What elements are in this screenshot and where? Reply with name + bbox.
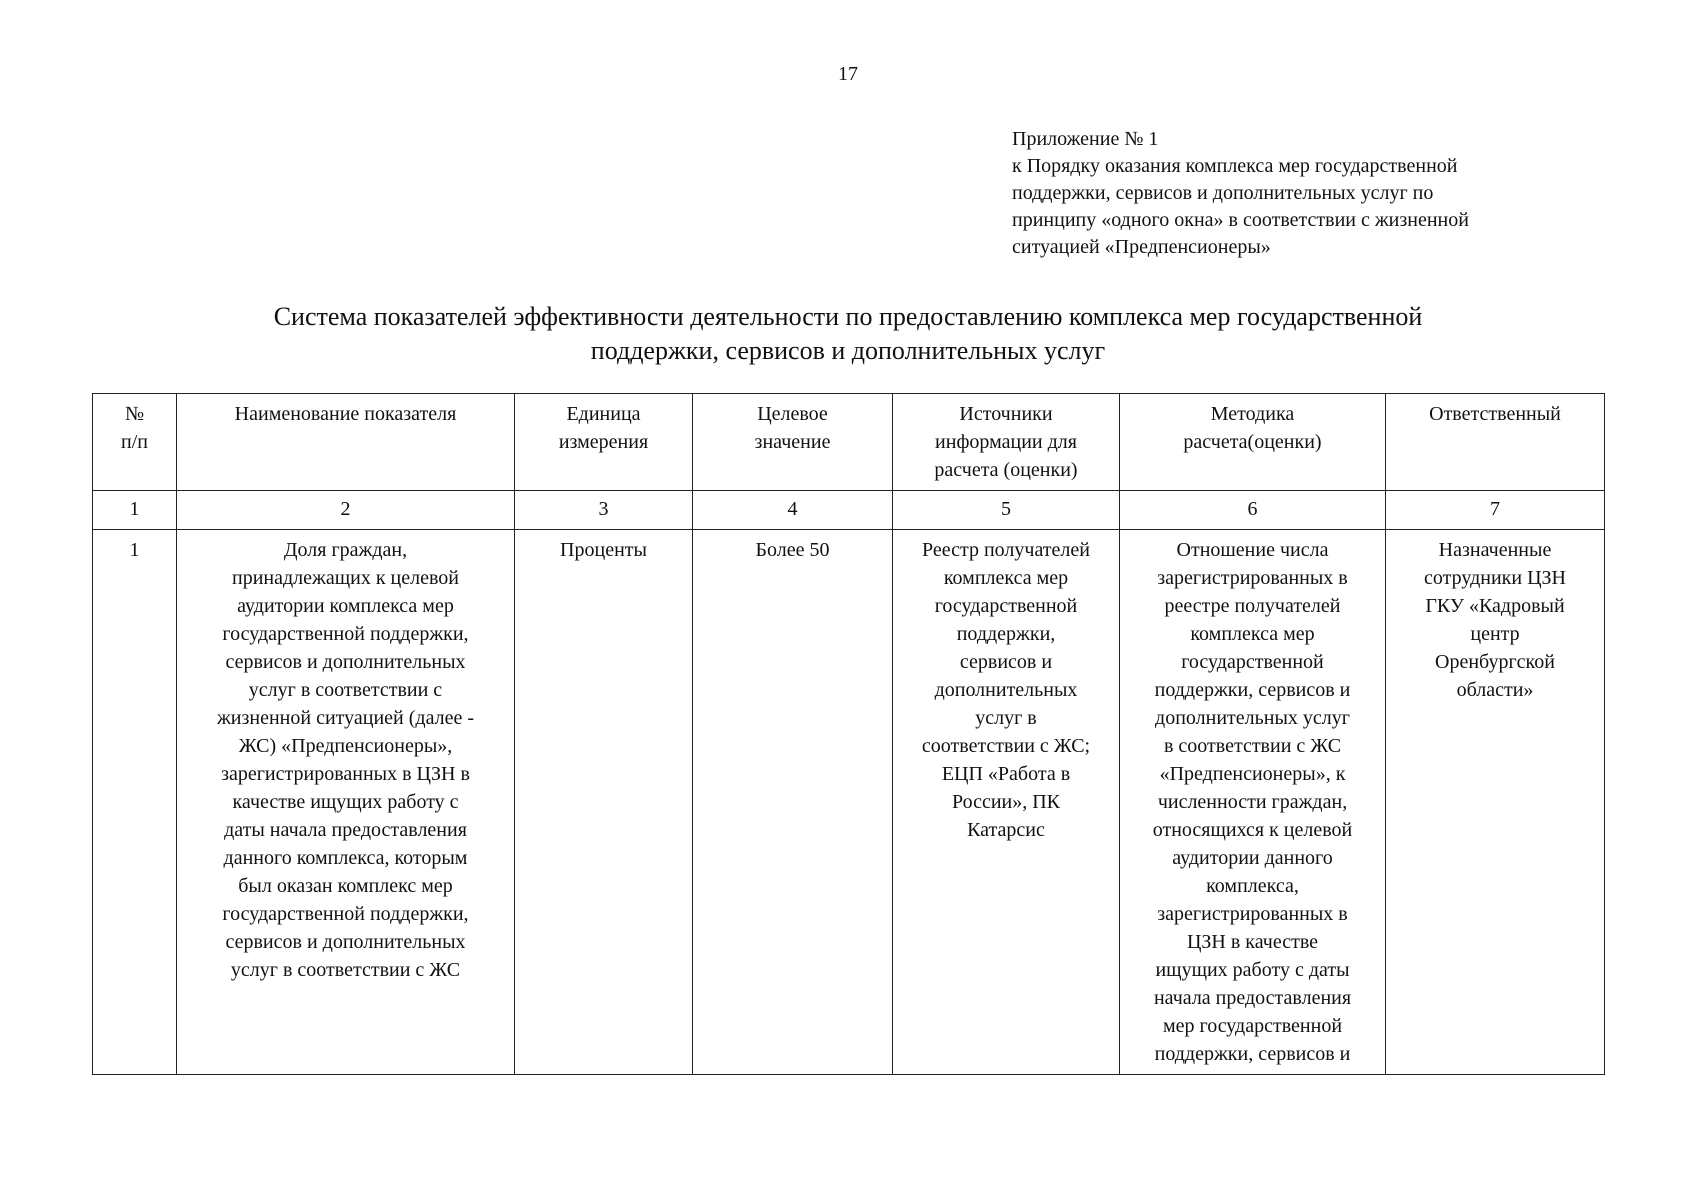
cell-unit <box>515 530 693 1075</box>
appendix-line: Приложение № 1 <box>1012 128 1159 150</box>
cell-line: Катарсис <box>967 819 1045 841</box>
cell-responsible <box>1386 530 1605 1075</box>
header-line: Источники <box>959 403 1053 425</box>
column-number-cell: 1 <box>93 491 177 530</box>
cell-line: ЦЗН в качестве <box>1186 931 1319 953</box>
cell-line: Оренбургской <box>1435 651 1555 673</box>
cell-line: даты начала предоставления <box>224 819 467 841</box>
table-row <box>93 530 1605 1075</box>
cell-line: Доля граждан, <box>283 539 408 561</box>
cell-line: государственной поддержки, <box>222 903 469 925</box>
cell-line: численности граждан, <box>1157 791 1348 813</box>
cell-line: комплекса мер <box>1190 623 1315 645</box>
cell-line: сервисов и <box>959 651 1053 673</box>
cell-line: 1 <box>129 539 140 561</box>
header-line: Ответственный <box>1429 403 1561 425</box>
cell-line: дополнительных <box>934 679 1078 701</box>
cell-line: Реестр получателей <box>922 539 1090 561</box>
cell-line: сервисов и дополнительных <box>225 931 466 953</box>
cell-line: поддержки, <box>956 623 1056 645</box>
cell-line: был оказан комплекс мер <box>238 875 453 897</box>
column-number-cell: 4 <box>693 491 893 530</box>
header-index <box>93 394 177 491</box>
column-number-cell: 5 <box>893 491 1120 530</box>
cell-index <box>93 530 177 1075</box>
header-sources <box>893 394 1120 491</box>
cell-line: относящихся к целевой <box>1152 819 1353 841</box>
cell-line: жизненной ситуацией (далее - <box>216 707 475 729</box>
cell-line: реестре получателей <box>1164 595 1341 617</box>
header-indicator-name <box>177 394 515 491</box>
cell-line: государственной поддержки, <box>222 623 469 645</box>
cell-line: поддержки, сервисов и <box>1154 679 1351 701</box>
cell-line: зарегистрированных в <box>1157 903 1348 925</box>
cell-line: ЖС) «Предпенсионеры», <box>238 735 453 757</box>
header-line: п/п <box>121 431 148 453</box>
cell-target-value <box>693 530 893 1075</box>
cell-line: центр <box>1470 623 1520 645</box>
cell-method <box>1120 530 1386 1075</box>
header-line: информации для <box>935 431 1077 453</box>
indicators-table <box>92 393 1605 1075</box>
table-header-row <box>93 394 1605 491</box>
cell-line: услуг в <box>975 707 1037 729</box>
header-line: расчета (оценки) <box>934 459 1078 481</box>
cell-sources <box>893 530 1120 1075</box>
title-line: поддержки, сервисов и дополнительных услуг <box>590 336 1106 365</box>
header-responsible <box>1386 394 1605 491</box>
cell-line: ищущих работу с даты <box>1155 959 1350 981</box>
appendix-line: принципу «одного окна» в соответствии с жизненной <box>1012 209 1469 231</box>
cell-line: «Предпенсионеры», к <box>1159 763 1346 785</box>
cell-line: данного комплекса, которым <box>223 847 468 869</box>
column-number-cell: 7 <box>1386 491 1605 530</box>
cell-line: области» <box>1456 679 1534 701</box>
cell-line: Проценты <box>560 539 647 561</box>
cell-line: начала предоставления <box>1153 987 1352 1009</box>
cell-line: комплекса, <box>1206 875 1299 897</box>
cell-line: мер государственной <box>1162 1015 1343 1037</box>
cell-line: принадлежащих к целевой <box>232 567 459 589</box>
header-unit <box>515 394 693 491</box>
cell-line: аудитории комплекса мер <box>237 595 454 617</box>
cell-indicator-name <box>177 530 515 1075</box>
cell-line: России», ПК <box>951 791 1061 813</box>
column-number-cell: 2 <box>177 491 515 530</box>
cell-line: качестве ищущих работу с <box>232 791 459 813</box>
header-line: измерения <box>558 431 649 453</box>
cell-line: государственной <box>1181 651 1324 673</box>
title-line: Система показателей эффективности деятельности по предоставлению комплекса мер государственной <box>273 302 1423 331</box>
page-number: 17 <box>838 63 858 85</box>
header-method <box>1120 394 1386 491</box>
cell-line: Назначенные <box>1438 539 1552 561</box>
appendix-line: ситуацией «Предпенсионеры» <box>1012 236 1271 258</box>
cell-line: услуг в соответствии с ЖС <box>230 959 461 981</box>
cell-line: услуг в соответствии с <box>248 679 443 701</box>
header-line: Наименование показателя <box>234 403 457 425</box>
cell-line: соответствии с ЖС; <box>921 735 1091 757</box>
cell-line: сотрудники ЦЗН <box>1424 567 1566 589</box>
cell-line: Отношение числа <box>1176 539 1329 561</box>
header-target-value <box>693 394 893 491</box>
cell-line: поддержки, сервисов и <box>1154 1043 1351 1065</box>
header-line: Единица <box>566 403 641 425</box>
header-line: Методика <box>1210 403 1295 425</box>
column-number-row <box>93 491 1605 530</box>
header-line: значение <box>754 431 831 453</box>
cell-line: в соответствии с ЖС <box>1163 735 1342 757</box>
cell-line: дополнительных услуг <box>1155 707 1350 729</box>
header-line: Целевое <box>757 403 828 425</box>
cell-line: комплекса мер <box>943 567 1069 589</box>
column-number-cell: 6 <box>1120 491 1386 530</box>
cell-line: ЕЦП «Работа в <box>941 763 1071 785</box>
cell-line: сервисов и дополнительных <box>225 651 466 673</box>
column-number-cell: 3 <box>515 491 693 530</box>
appendix-reference <box>1012 126 1632 261</box>
document-title <box>0 300 1696 368</box>
cell-line: ГКУ «Кадровый <box>1425 595 1565 617</box>
cell-line: аудитории данного <box>1172 847 1333 869</box>
header-line: № <box>124 403 145 425</box>
appendix-line: к Порядку оказания комплекса мер государственной <box>1012 155 1458 177</box>
cell-line: зарегистрированных в <box>1157 567 1348 589</box>
cell-line: Более 50 <box>755 539 830 561</box>
cell-line: зарегистрированных в ЦЗН в <box>221 763 470 785</box>
header-line: расчета(оценки) <box>1183 431 1322 453</box>
appendix-line: поддержки, сервисов и дополнительных услуг по <box>1012 182 1434 204</box>
cell-line: государственной <box>934 595 1078 617</box>
